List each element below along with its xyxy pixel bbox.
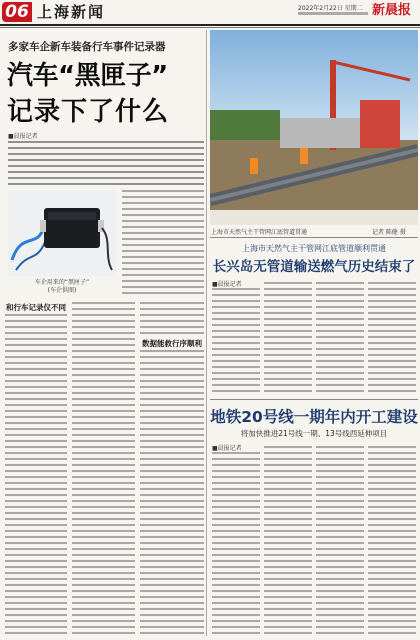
photo-pipeline-site [210, 30, 418, 225]
recorder-caption-credit: (车企供图) [47, 287, 77, 294]
section-title: 上海新闻 [37, 3, 106, 21]
fence [210, 210, 418, 225]
issue-date: 2022年2月22日 星期二 [298, 5, 363, 12]
editor-credits-line [298, 12, 368, 15]
recorder-caption-text: 车企用来的“黑匣子” [34, 279, 90, 286]
section-rule [210, 237, 418, 238]
metro-byline: ■晨报记者 [212, 445, 242, 452]
connector [40, 220, 46, 232]
recorder-headline-line2: 记录下了什么 [7, 97, 170, 127]
gas-photo-credit: 记者 陈健 摄 [372, 229, 406, 236]
section-rule [210, 399, 418, 400]
recorder-body-column [72, 302, 135, 636]
column-divider [206, 30, 207, 636]
gas-body-column [264, 282, 312, 396]
gas-kicker: 上海市天然气主干管网江底管道顺利贯通 [242, 244, 386, 253]
recorder-byline: ■晨报记者 [8, 133, 38, 140]
gas-body-column [316, 282, 364, 396]
gas-body-column [212, 288, 260, 396]
photo-recorder-device [8, 190, 116, 276]
metro-headline: 地铁20号线一期年内开工建设 [210, 408, 418, 426]
recorder-body-column [122, 190, 204, 296]
recorder-lead-paragraph [8, 141, 204, 185]
metro-body-column [316, 446, 364, 636]
recorder-headline-line1: 汽车“黑匣子” [7, 61, 168, 91]
recorder-body-column [140, 302, 204, 334]
gas-byline: ■晨报记者 [212, 281, 242, 288]
header-rule [0, 24, 420, 26]
gas-photo-caption: 上海市天然气主干管网江底管道贯通 [211, 229, 308, 236]
recorder-subhead-1: 和行车记录仪不同 [6, 303, 66, 312]
metro-body-column [212, 452, 260, 636]
red-structure [360, 100, 400, 148]
metro-subhead: 将加快推进21号线一期、13号线西延伸项目 [240, 429, 388, 438]
page-number: 06 [2, 2, 32, 22]
worker [250, 158, 258, 174]
recorder-body-column [5, 314, 67, 636]
recorder-subhead-2: 数据能救行序顺利 [142, 339, 202, 348]
worker [300, 148, 308, 164]
metro-body-column [264, 446, 312, 636]
newspaper-logo: 新晨报 [372, 3, 412, 18]
recorder-label [48, 212, 96, 220]
header-rule-thin [0, 27, 420, 28]
metro-body-column [368, 446, 416, 636]
recorder-photo-caption [8, 279, 116, 295]
gas-headline: 长兴岛无管道输送燃气历史结束了 [212, 259, 416, 275]
recorder-body-column [140, 350, 204, 636]
recorder-kicker: 多家车企新车装备行车事件记录器 [8, 41, 166, 53]
gas-body-column [368, 282, 416, 396]
